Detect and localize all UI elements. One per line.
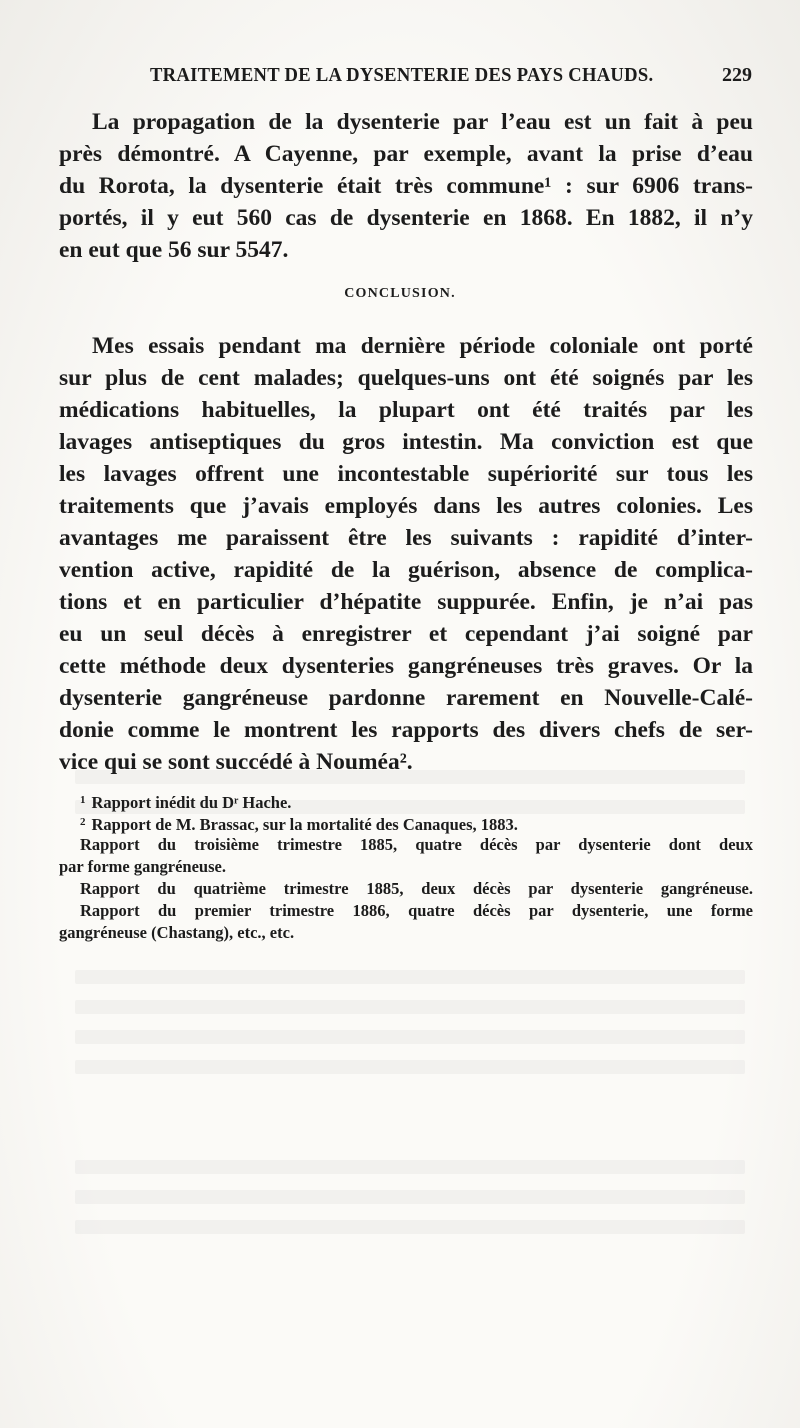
bleed-through — [75, 1160, 745, 1174]
paragraph-line: traitements que j’avais employés dans les autres colonies. Les — [59, 493, 753, 519]
paragraph-line: lavages antiseptiques du gros intestin. Ma conviction est que — [59, 429, 753, 455]
footnote-marker: 1 — [80, 794, 86, 806]
paragraph-line: médications habituelles, la plupart ont été traités par les — [59, 397, 753, 423]
paragraph-line: eu un seul décès à enregistrer et cependant j’ai soigné par — [59, 621, 753, 647]
paragraph-line: Mes essais pendant ma dernière période coloniale ont porté — [92, 333, 753, 359]
footnote-line: Rapport du quatrième trimestre 1885, deux décès par dysenterie gangréneuse. — [80, 879, 753, 898]
page-header — [0, 64, 800, 94]
paragraph-line: dysenterie gangréneuse pardonne rarement en Nouvelle-Calé- — [59, 685, 753, 711]
paragraph-line: près démontré. A Cayenne, par exemple, avant la prise d’eau — [59, 141, 753, 167]
bleed-through — [75, 1190, 745, 1204]
footnote-line: Rapport du troisième trimestre 1885, quatre décès par dysenterie dont deux — [80, 835, 753, 854]
paragraph-line: vice qui se sont succédé à Nouméa². — [59, 749, 413, 775]
footnote-line: gangréneuse (Chastang), etc., etc. — [59, 923, 295, 942]
footnote-text: Rapport de M. Brassac, sur la mortalité des Canaques, 1883. — [91, 815, 518, 834]
paragraph-line: donie comme le montrent les rapports des divers chefs de ser- — [59, 717, 753, 743]
paragraph-line: du Rorota, la dysenterie était très commune¹ : sur 6906 trans- — [59, 173, 753, 199]
footnote-line: par forme gangréneuse. — [59, 857, 226, 876]
bleed-through — [75, 1220, 745, 1234]
bleed-through — [75, 1030, 745, 1044]
running-title: TRAITEMENT DE LA DYSENTERIE DES PAYS CHAUDS. — [150, 64, 654, 86]
footnote-line: Rapport du premier trimestre 1886, quatre décès par dysenterie, une forme — [80, 901, 753, 920]
paragraph-line: portés, il y eut 560 cas de dysenterie en 1868. En 1882, il n’y — [59, 205, 753, 231]
footnote-2 — [80, 812, 753, 835]
footnote-1 — [80, 790, 753, 813]
paragraph-line: La propagation de la dysenterie par l’eau est un fait à peu — [92, 109, 753, 135]
paragraph-line: avantages me paraissent être les suivants : rapidité d’inter- — [59, 525, 753, 551]
bleed-through — [75, 1060, 745, 1074]
paragraph-line: vention active, rapidité de la guérison, absence de complica- — [59, 557, 753, 583]
bleed-through — [75, 1000, 745, 1014]
paragraph-line: les lavages offrent une incontestable supériorité sur tous les — [59, 461, 753, 487]
paragraph-line: sur plus de cent malades; quelques-uns ont été soignés par les — [59, 365, 753, 391]
page-number: 229 — [722, 64, 752, 86]
paragraph-line: en eut que 56 sur 5547. — [59, 237, 289, 263]
section-title: CONCLUSION. — [344, 286, 456, 301]
footnote-text: Rapport inédit du Dʳ Hache. — [91, 793, 292, 812]
footnote-marker: 2 — [80, 816, 86, 828]
paragraph-line: tions et en particulier d’hépatite suppurée. Enfin, je n’ai pas — [59, 589, 753, 615]
paragraph-line: cette méthode deux dysenteries gangréneuses très graves. Or la — [59, 653, 753, 679]
bleed-through — [75, 970, 745, 984]
